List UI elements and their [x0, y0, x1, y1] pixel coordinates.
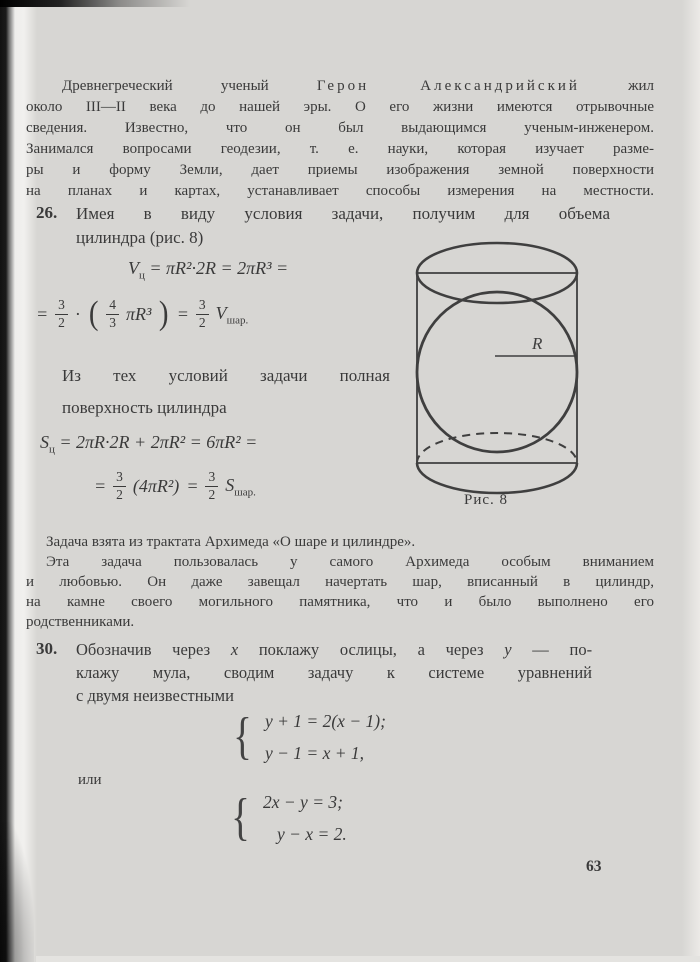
- formula3-expression: = 2πR·2R + 2πR² = 6πR² =: [59, 432, 258, 452]
- four-pi-r-squared: (4πR²): [132, 475, 180, 496]
- archimedes-line-3: и любовью. Он даже завещал начертать шар, вписанный в цилиндр,: [26, 574, 654, 590]
- system-2-equation-1: 2x − y = 3;: [262, 792, 343, 812]
- fraction-numerator: 4: [106, 298, 119, 315]
- left-brace: {: [231, 789, 250, 846]
- surface-text-line-1: Из тех условий задачи полная: [62, 366, 390, 385]
- formula-volume-cylinder: [128, 258, 288, 282]
- system-1-equation-1: y + 1 = 2(x − 1);: [264, 711, 386, 731]
- fraction-numerator: 3: [55, 298, 68, 315]
- formula3-variable: S: [40, 432, 49, 452]
- surface-intro-text: [62, 360, 390, 424]
- equals-sign: =: [36, 303, 49, 324]
- archimedes-paragraph: [26, 532, 654, 632]
- archimedes-line-2: Эта задача пользовалась у самого Архимеда особым вниманием: [46, 554, 654, 570]
- formula-surface-ratio: [94, 470, 256, 503]
- page-right-edge: [682, 0, 700, 962]
- cylinder-bottom-back-arc-dashed: [417, 433, 577, 463]
- problem-30-statement: [76, 638, 592, 707]
- radius-label: R: [532, 334, 543, 353]
- problem-26-line-1: Имея в виду условия задачи, получим для объема: [76, 204, 610, 223]
- spine-bottom-shadow: [0, 822, 34, 962]
- archimedes-line-4: на камне своего могильного памятника, что и было выполнено его: [26, 594, 654, 610]
- variable-x: x: [230, 640, 239, 659]
- problem-30-line-3: с двумя неизвестными: [76, 686, 234, 705]
- variable-y: y: [504, 640, 512, 659]
- fraction-three-halves: [113, 470, 126, 503]
- intro-line-2: около III—II века до нашей эры. О его жизни имеются отрывочные: [26, 99, 654, 115]
- p30-line1-pre: Обозначив через: [76, 640, 211, 659]
- p30-line1-mid: поклажу ослицы, а через: [258, 640, 484, 659]
- s-sphere-term: [225, 475, 256, 499]
- left-brace: {: [233, 708, 252, 765]
- formula-surface-cylinder: [40, 432, 257, 456]
- v-sphere-term: [216, 303, 249, 327]
- fraction-four-thirds: [106, 298, 119, 331]
- formula3-subscript: ц: [49, 443, 55, 456]
- fraction-denominator: 2: [116, 486, 123, 502]
- intro-line-3: сведения. Известно, что он был выдающимся ученым-инженером.: [26, 120, 654, 136]
- cylinder-bottom-front-arc: [417, 463, 577, 493]
- multiplication-dot: ·: [74, 303, 81, 324]
- fraction-denominator: 2: [58, 314, 65, 330]
- formula1-subscript: ц: [139, 269, 145, 282]
- intro-line-5: ры и форму Земли, дает приемы изображения земной поверхности: [26, 162, 654, 178]
- connector-word: или: [78, 772, 102, 788]
- system-1-equation-2: y − 1 = x + 1,: [264, 743, 365, 763]
- intro-line1-post: жил: [628, 78, 655, 94]
- formula1-expression: = πR²·2R = 2πR³ =: [149, 258, 289, 278]
- heron-name-spaced: Герон Александрийский: [316, 78, 580, 94]
- top-edge-shadow: [0, 0, 190, 7]
- intro-line-1: [26, 76, 654, 97]
- page-number: 63: [586, 858, 602, 875]
- formula2-subscript: шар.: [226, 314, 249, 327]
- fraction-numerator: 3: [113, 470, 126, 487]
- formula-volume-ratio: [36, 294, 249, 332]
- fraction-three-halves: [55, 298, 68, 331]
- archimedes-line-5: родственниками.: [26, 614, 135, 630]
- fraction-denominator: 3: [109, 314, 116, 330]
- surface-text-line-2: поверхность цилиндра: [62, 398, 227, 417]
- fraction-three-halves: [196, 298, 209, 331]
- equation-system-1: [230, 707, 386, 767]
- figure-caption: Рис. 8: [464, 492, 509, 508]
- equals-sign: =: [186, 475, 199, 496]
- figure-sphere-in-cylinder: [408, 236, 648, 508]
- formula2-variable: V: [215, 302, 227, 323]
- inscribed-sphere-circle: [417, 292, 577, 452]
- formula1-variable: V: [128, 258, 139, 278]
- equation-system-2: [228, 788, 347, 848]
- archimedes-line-1: Задача взята из трактата Архимеда «О шаре и цилиндре».: [46, 534, 416, 550]
- page-bottom-edge: [36, 956, 700, 962]
- fraction-numerator: 3: [205, 470, 218, 487]
- problem-30-line-2: клажу мула, сводим задачу к системе уравнений: [76, 663, 592, 682]
- system-2-equations: [263, 788, 347, 848]
- problem-30-line-1: [76, 638, 592, 661]
- equals-sign: =: [94, 475, 107, 496]
- fraction-three-halves: [205, 470, 218, 503]
- system-1-equations: [265, 707, 386, 767]
- intro-paragraph: [26, 76, 654, 202]
- left-parenthesis: (: [88, 294, 99, 332]
- intro-line1-pre: Древнегреческий ученый: [62, 78, 269, 94]
- right-parenthesis: ): [159, 294, 169, 332]
- formula4-subscript: шар.: [234, 486, 256, 499]
- equals-sign: =: [176, 303, 189, 324]
- intro-line-4: Занимался вопросами геодезии, т. е. науки, которая изучает разме-: [26, 141, 654, 157]
- fraction-denominator: 2: [198, 314, 206, 330]
- problem-26-number: 26.: [36, 203, 58, 222]
- p30-line1-post: — по-: [532, 640, 593, 659]
- problem-26-line-2: цилиндра (рис. 8): [76, 228, 204, 247]
- pi-r-cubed: πR³: [125, 303, 152, 324]
- intro-line-6: на планах и картах, устанавливает способы измерения на местности.: [26, 183, 654, 199]
- system-2-equation-2: y − x = 2.: [276, 824, 347, 844]
- formula4-variable: S: [225, 474, 235, 495]
- fraction-numerator: 3: [196, 298, 209, 315]
- problem-30-number: 30.: [36, 639, 58, 658]
- fraction-denominator: 2: [208, 486, 216, 502]
